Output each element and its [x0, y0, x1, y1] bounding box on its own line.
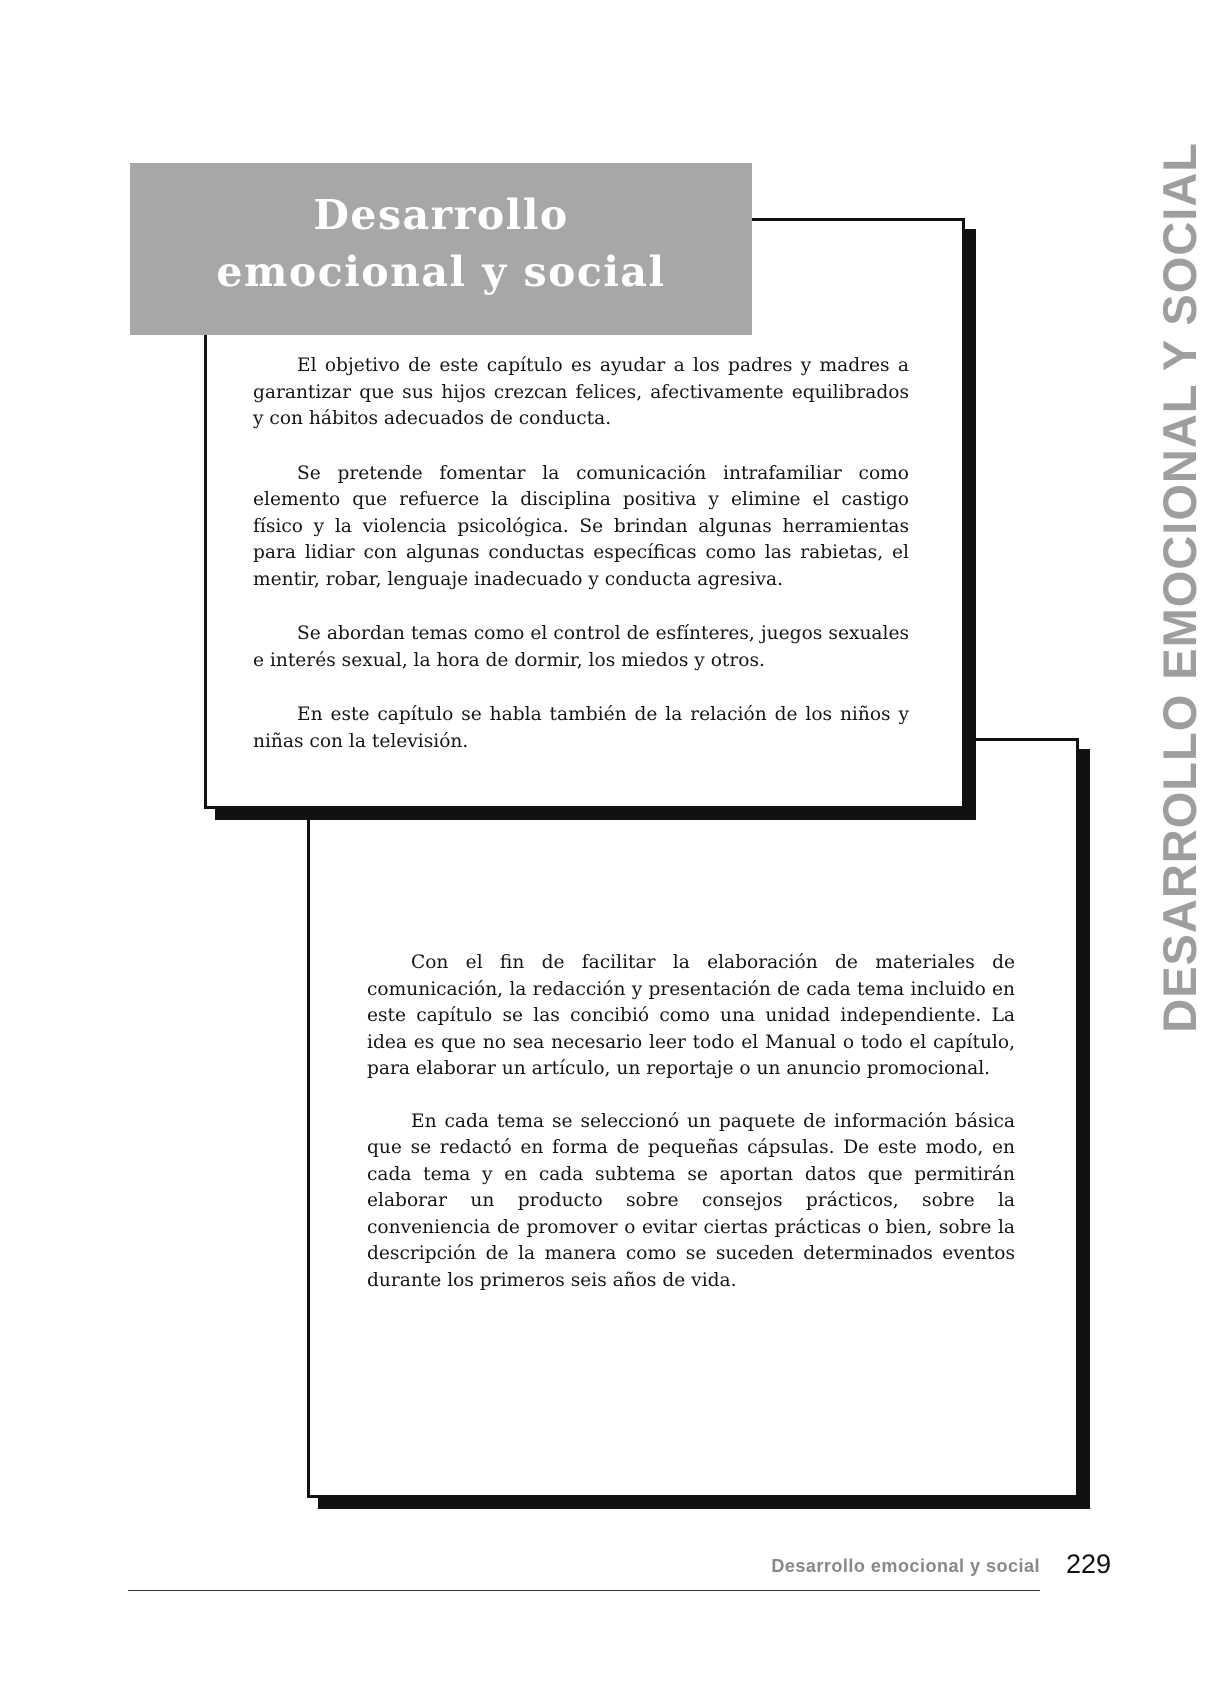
side-section-title	[1151, 127, 1209, 1047]
method-paragraph-1: Con el fin de facilitar la elaboración de materiales de comunicación, la redacción y presentación de cada tema incluido en este capítulo se las concibió como una unidad independiente. La idea es que no sea necesario leer todo el Manual o todo el capítulo, para elaborar un artículo, un reportaje o un anuncio promocional.	[367, 952, 1015, 1079]
chapter-title-line-1: Desarrollo	[313, 191, 569, 239]
lower-box-text	[367, 950, 1015, 1294]
intro-paragraph-3: Se abordan temas como el control de esfínteres, juegos sexuales e interés sexual, la hora de dormir, los miedos y otros.	[253, 623, 909, 671]
footer-divider	[128, 1590, 1040, 1591]
side-section-title-text: DESARROLLO EMOCIONAL Y SOCIAL	[1153, 141, 1207, 1033]
chapter-title-band	[130, 163, 752, 335]
page-number: 229	[1066, 1549, 1112, 1579]
upper-box-text	[253, 353, 909, 755]
intro-paragraph-1: El objetivo de este capítulo es ayudar a los padres y madres a garantizar que sus hijos crezcan felices, afectivamente equilibrados y con hábitos adecuados de conducta.	[253, 355, 909, 429]
chapter-title-line-2: emocional y social	[216, 248, 666, 296]
intro-paragraph-4: En este capítulo se habla también de la relación de los niños y niñas con la televisión.	[253, 704, 909, 752]
intro-paragraph-2: Se pretende fomentar la comunicación intrafamiliar como elemento que refuerce la disciplina positiva y elimine el castigo físico y la violencia psicológica. Se brindan algunas herramientas para lidiar con algunas conductas específicas como las rabietas, el mentir, robar, lenguaje inadecuado y conducta agresiva.	[253, 462, 909, 590]
running-footer-title: Desarrollo emocional y social	[771, 1556, 1040, 1576]
method-paragraph-2: En cada tema se seleccionó un paquete de información básica que se redactó en forma de pequeñas cápsulas. De este modo, en cada tema y en cada subtema se aportan datos que permitirán elaborar un producto sobre consejos prácticos, sobre la conveniencia de promover o evitar ciertas prácticas o bien, sobre la descripción de la manera como se suceden determinados eventos durante los primeros seis años de vida.	[367, 1110, 1015, 1291]
